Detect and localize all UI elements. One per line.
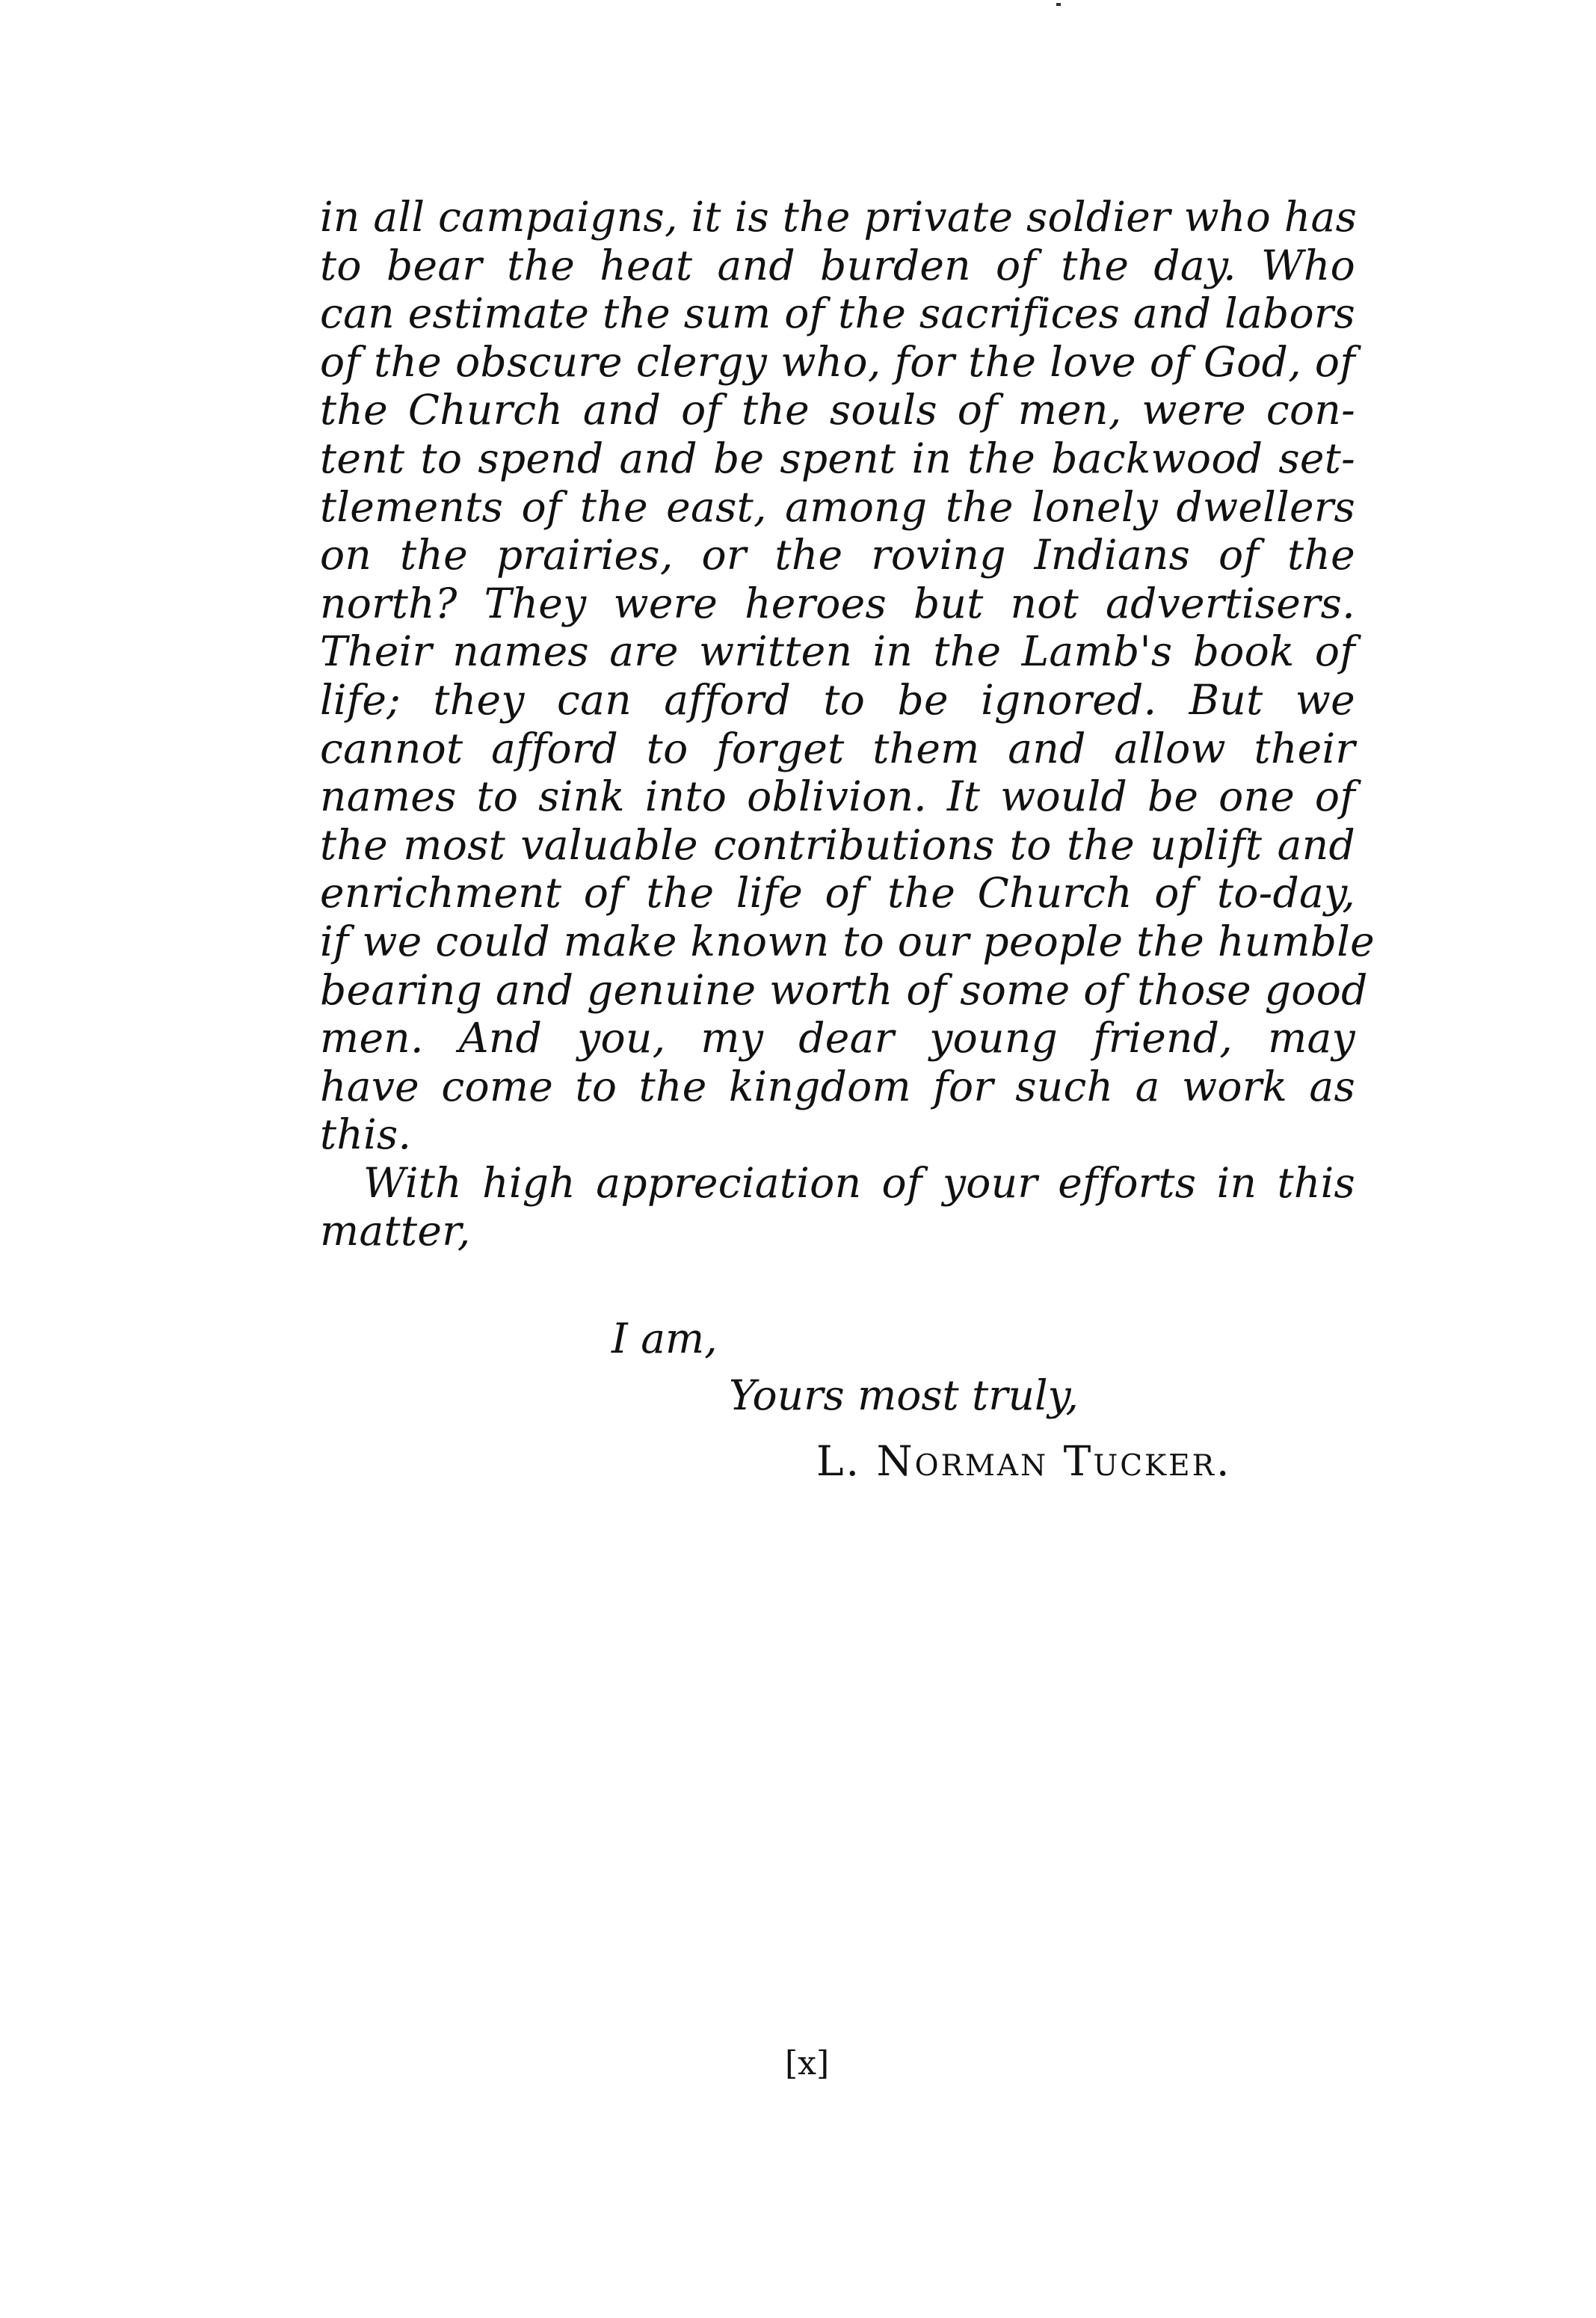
- page-number: [x]: [785, 2044, 830, 2082]
- body-line-21: With high appreciation of your efforts in this: [363, 1158, 1355, 1207]
- body-line-11: life; they can afford to be ignored. But we: [320, 675, 1355, 724]
- body-line-22: matter,: [320, 1207, 471, 1255]
- body-line-16: if we could make known to our people the humble: [320, 917, 1375, 965]
- body-line-2: to bear the heat and burden of the day. Who: [320, 241, 1355, 289]
- body-line-1: in all campaigns, it is the private soldier who has: [320, 193, 1358, 241]
- signature: L. Norman Tucker.: [816, 1437, 1232, 1485]
- body-line-13: names to sink into oblivion. It would be one of: [320, 772, 1355, 821]
- body-line-8: on the prairies, or the roving Indians of the: [320, 531, 1355, 580]
- letter-body: [320, 193, 1375, 1255]
- body-line-12: cannot afford to forget them and allow their: [320, 724, 1355, 772]
- body-line-10: Their names are written in the Lamb's book of: [320, 627, 1355, 676]
- body-line-4: of the obscure clergy who, for the love of God, of: [320, 337, 1355, 386]
- body-line-6: tent to spend and be spent in the backwood set-: [320, 434, 1355, 482]
- top-ink-mark: [1056, 3, 1061, 6]
- body-line-5: the Church and of the souls of men, were con-: [320, 386, 1355, 434]
- body-line-17: bearing and genuine worth of some of those good: [320, 965, 1368, 1014]
- body-line-15: enrichment of the life of the Church of to-day,: [320, 869, 1355, 917]
- closing-yours: Yours most truly,: [729, 1371, 1079, 1419]
- body-line-19: have come to the kingdom for such a work as: [320, 1062, 1355, 1110]
- body-line-7: tlements of the east, among the lonely dwellers: [320, 482, 1355, 531]
- body-line-20: this.: [320, 1110, 412, 1159]
- body-line-9: north? They were heroes but not advertisers.: [320, 579, 1355, 627]
- body-line-3: can estimate the sum of the sacrifices and labors: [320, 289, 1355, 338]
- body-line-14: the most valuable contributions to the uplift and: [320, 820, 1355, 869]
- body-line-18: men. And you, my dear young friend, may: [320, 1014, 1355, 1063]
- closing-i-am: I am,: [611, 1315, 718, 1362]
